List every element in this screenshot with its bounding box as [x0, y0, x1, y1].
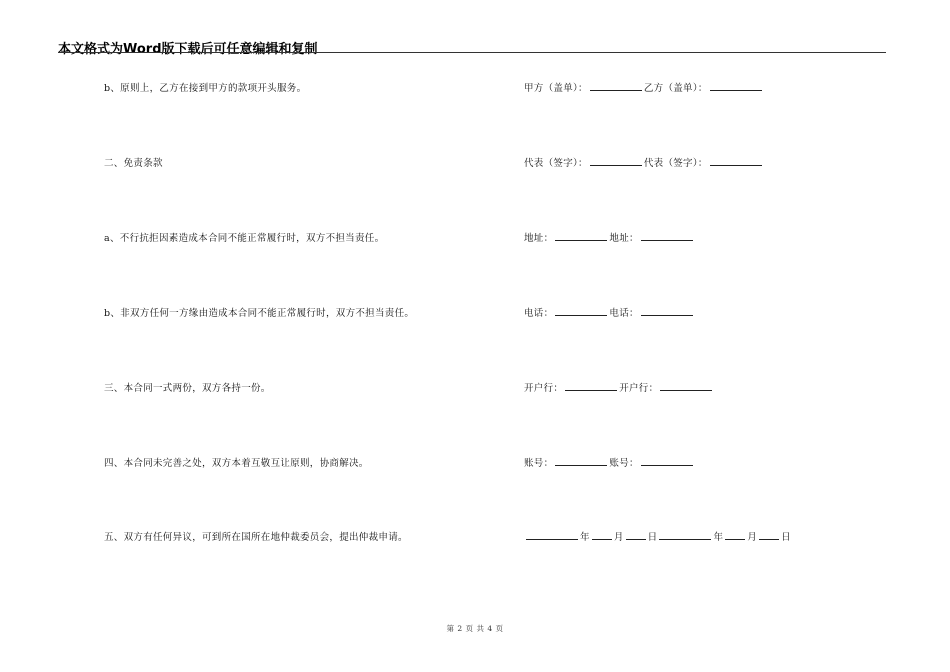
account-row [524, 455, 695, 469]
party-b-rep-blank [710, 155, 762, 166]
party-a-phone-label: 电话： [524, 308, 554, 319]
party-b-seal-label: 乙方（盖单）： [643, 83, 708, 94]
party-a-rep-label: 代表（签字）： [524, 158, 588, 169]
address-row [524, 230, 695, 244]
party-a-phone-blank [555, 305, 607, 316]
party-a-account-blank [555, 455, 607, 466]
party-seal-row [524, 80, 764, 94]
party-b-bank-label: 开户行： [619, 383, 659, 394]
party-b-address-label: 地址： [609, 233, 639, 244]
party-a-address-blank [555, 230, 607, 241]
bank-row [524, 380, 714, 394]
party-b-bank-blank [660, 380, 712, 391]
header-divider [58, 52, 886, 53]
party-a-month-blank [592, 529, 612, 540]
party-a-rep-blank [590, 155, 642, 166]
clause-four-negotiation: 四、本合同未完善之处，双方本着互敬互让原则，协商解决。 [104, 458, 369, 469]
page-number-footer: 第 2 页 共 4 页 [446, 624, 504, 633]
representative-row [524, 155, 764, 169]
phone-row [524, 305, 695, 319]
party-b-account-blank [641, 455, 693, 466]
party-a-seal-blank [590, 80, 642, 91]
clause-five-arbitration: 五、双方有任何异议，可到所在国所在地仲裁委员会，提出仲裁申请。 [104, 532, 408, 543]
party-b-phone-label: 电话： [609, 308, 639, 319]
party-b-rep-label: 代表（签字）： [643, 158, 708, 169]
clause-b-no-fault: b、非双方任何一方缘由造成本合同不能正常履行时，双方不担当责任。 [104, 308, 415, 319]
date-row [524, 529, 791, 543]
party-b-day-label: 日 [781, 532, 791, 543]
party-b-year-label: 年 [713, 532, 724, 543]
party-a-day-blank [626, 529, 646, 540]
party-a-bank-label: 开户行： [524, 383, 564, 394]
party-b-day-blank [759, 529, 779, 540]
party-a-month-label: 月 [613, 532, 624, 543]
party-a-year-label: 年 [580, 532, 590, 543]
party-a-address-label: 地址： [524, 233, 554, 244]
clause-a-force-majeure: a、不行抗拒因素造成本合同不能正常履行时，双方不担当责任。 [104, 233, 385, 244]
party-b-phone-blank [641, 305, 693, 316]
party-b-month-label: 月 [747, 532, 758, 543]
party-b-month-blank [725, 529, 745, 540]
party-a-account-label: 账号： [524, 458, 554, 469]
party-b-account-label: 账号： [609, 458, 639, 469]
party-a-year-blank [526, 529, 578, 540]
clause-b-service: b、原则上，乙方在接到甲方的款项开头服务。 [104, 83, 307, 94]
clause-three-copies: 三、本合同一式两份，双方各持一份。 [104, 383, 271, 394]
clause-heading-exemption: 二、免责条款 [104, 158, 163, 169]
party-a-day-label: 日 [647, 532, 658, 543]
party-b-year-blank [659, 529, 711, 540]
party-a-seal-label: 甲方（盖单）： [524, 83, 588, 94]
page-header-title: 本文格式为Word版下载后可任意编辑和复制 [58, 42, 318, 57]
party-a-bank-blank [565, 380, 617, 391]
party-b-address-blank [641, 230, 693, 241]
party-b-seal-blank [710, 80, 762, 91]
